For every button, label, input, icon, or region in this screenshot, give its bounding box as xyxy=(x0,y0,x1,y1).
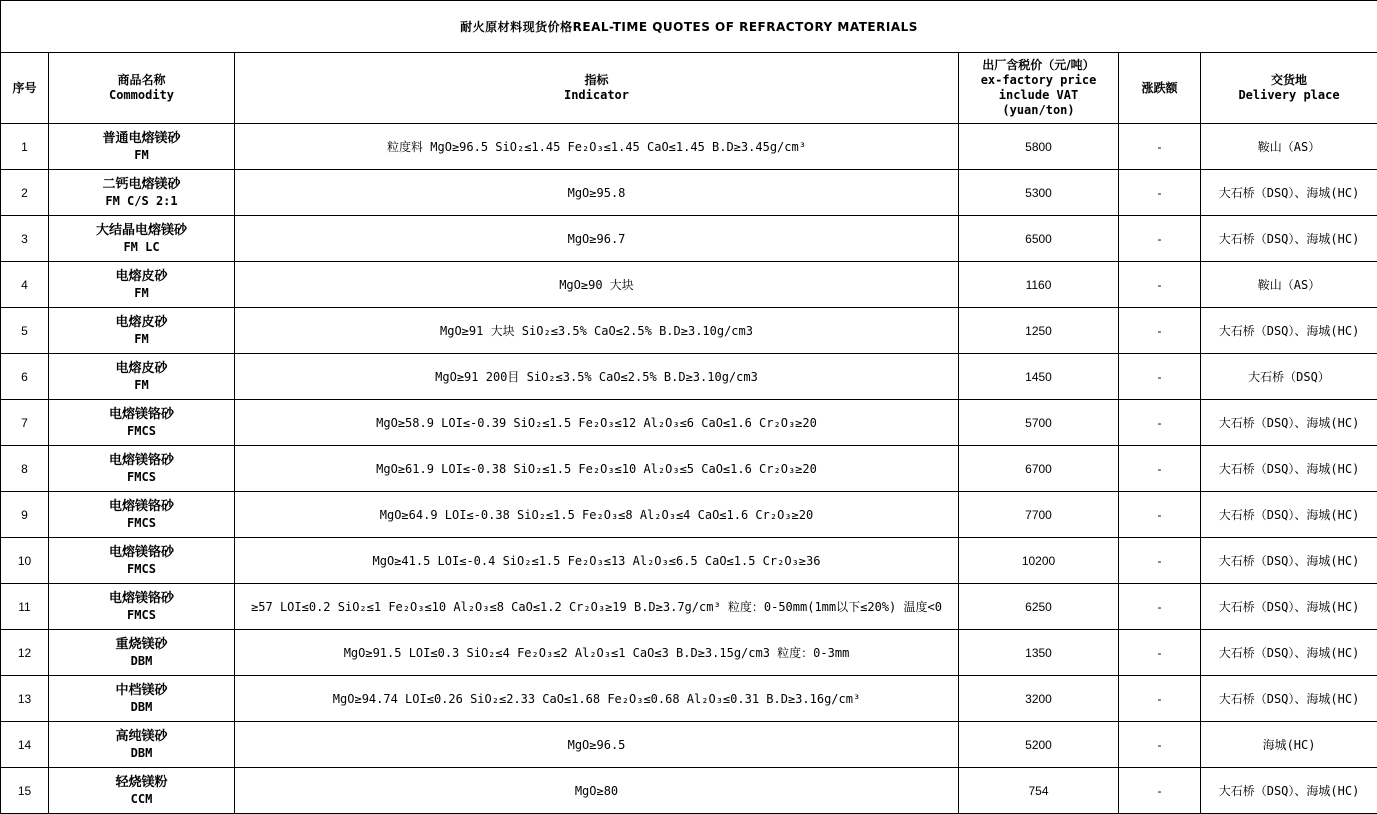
change-cell: - xyxy=(1119,170,1201,216)
indicator-cell: MgO≥91 200目 SiO₂≤3.5% CaO≤2.5% B.D≥3.10g/cm3 xyxy=(235,354,959,400)
commodity-name-en: DBM xyxy=(49,653,234,669)
commodity-name-zh: 电熔皮砂 xyxy=(49,361,234,377)
table-row xyxy=(1,722,1377,768)
delivery-place-cell: 大石桥（DSQ） xyxy=(1201,354,1377,400)
commodity-name-en: FMCS xyxy=(49,469,234,485)
row-number: 5 xyxy=(1,308,49,354)
table-row xyxy=(1,216,1377,262)
commodity-name-en: FM LC xyxy=(49,239,234,255)
table-row xyxy=(1,538,1377,584)
delivery-place-cell: 大石桥（DSQ）、海城(HC) xyxy=(1201,538,1377,584)
commodity-name-zh: 大结晶电熔镁砂 xyxy=(49,223,234,239)
commodity-name-zh: 电熔皮砂 xyxy=(49,269,234,285)
commodity-cell xyxy=(49,262,235,308)
price-cell: 5800 xyxy=(959,124,1119,170)
indicator-cell: MgO≥80 xyxy=(235,768,959,814)
header-change: 涨跌额 xyxy=(1119,53,1201,124)
row-number: 2 xyxy=(1,170,49,216)
commodity-name-zh: 高纯镁砂 xyxy=(49,729,234,745)
indicator-cell: MgO≥94.74 LOI≤0.26 SiO₂≤2.33 CaO≤1.68 Fe₂O₃≤0.68 Al₂O₃≤0.31 B.D≥3.16g/cm³ xyxy=(235,676,959,722)
price-cell: 10200 xyxy=(959,538,1119,584)
price-cell: 3200 xyxy=(959,676,1119,722)
delivery-place-cell: 鞍山（AS） xyxy=(1201,124,1377,170)
commodity-name-zh: 电熔镁铬砂 xyxy=(49,499,234,515)
indicator-cell: MgO≥64.9 LOI≤-0.38 SiO₂≤1.5 Fe₂O₃≤8 Al₂O₃≤4 CaO≤1.6 Cr₂O₃≥20 xyxy=(235,492,959,538)
table-row xyxy=(1,124,1377,170)
price-cell: 6250 xyxy=(959,584,1119,630)
commodity-name-zh: 普通电熔镁砂 xyxy=(49,131,234,147)
change-cell: - xyxy=(1119,676,1201,722)
delivery-place-cell: 海城(HC) xyxy=(1201,722,1377,768)
price-cell: 754 xyxy=(959,768,1119,814)
change-cell: - xyxy=(1119,400,1201,446)
row-number: 9 xyxy=(1,492,49,538)
delivery-place-cell: 大石桥（DSQ）、海城(HC) xyxy=(1201,400,1377,446)
indicator-cell: MgO≥91 大块 SiO₂≤3.5% CaO≤2.5% B.D≥3.10g/cm3 xyxy=(235,308,959,354)
price-cell: 1350 xyxy=(959,630,1119,676)
commodity-name-en: DBM xyxy=(49,699,234,715)
commodity-name-en: DBM xyxy=(49,745,234,761)
commodity-name-zh: 电熔镁铬砂 xyxy=(49,453,234,469)
table-row xyxy=(1,584,1377,630)
commodity-name-zh: 电熔皮砂 xyxy=(49,315,234,331)
price-cell: 6700 xyxy=(959,446,1119,492)
header-price: 出厂含税价（元/吨） ex-factory price include VAT (yuan/ton) xyxy=(959,53,1119,124)
price-cell: 5700 xyxy=(959,400,1119,446)
commodity-cell xyxy=(49,354,235,400)
delivery-place-cell: 大石桥（DSQ）、海城(HC) xyxy=(1201,630,1377,676)
change-cell: - xyxy=(1119,308,1201,354)
commodity-name-zh: 电熔镁铬砂 xyxy=(49,591,234,607)
table-row xyxy=(1,262,1377,308)
indicator-cell: MgO≥96.7 xyxy=(235,216,959,262)
price-cell: 7700 xyxy=(959,492,1119,538)
commodity-name-en: FMCS xyxy=(49,561,234,577)
delivery-place-cell: 大石桥（DSQ）、海城(HC) xyxy=(1201,216,1377,262)
commodity-cell xyxy=(49,216,235,262)
commodity-name-zh: 重烧镁砂 xyxy=(49,637,234,653)
table-row xyxy=(1,170,1377,216)
change-cell: - xyxy=(1119,262,1201,308)
row-number: 15 xyxy=(1,768,49,814)
indicator-cell: MgO≥41.5 LOI≤-0.4 SiO₂≤1.5 Fe₂O₃≤13 Al₂O₃≤6.5 CaO≤1.5 Cr₂O₃≥36 xyxy=(235,538,959,584)
commodity-name-en: FM C/S 2:1 xyxy=(49,193,234,209)
commodity-name-zh: 电熔镁铬砂 xyxy=(49,407,234,423)
commodity-name-en: FMCS xyxy=(49,423,234,439)
row-number: 13 xyxy=(1,676,49,722)
commodity-name-zh: 二钙电熔镁砂 xyxy=(49,177,234,193)
table-row xyxy=(1,308,1377,354)
commodity-name-en: FM xyxy=(49,377,234,393)
price-cell: 1160 xyxy=(959,262,1119,308)
header-no: 序号 xyxy=(1,53,49,124)
table-row xyxy=(1,492,1377,538)
table-row xyxy=(1,400,1377,446)
row-number: 3 xyxy=(1,216,49,262)
table-title: 耐火原材料现货价格REAL-TIME QUOTES OF REFRACTORY MATERIALS xyxy=(1,1,1377,53)
row-number: 14 xyxy=(1,722,49,768)
commodity-name-en: FM xyxy=(49,331,234,347)
change-cell: - xyxy=(1119,354,1201,400)
indicator-cell: MgO≥58.9 LOI≤-0.39 SiO₂≤1.5 Fe₂O₃≤12 Al₂O₃≤6 CaO≤1.6 Cr₂O₃≥20 xyxy=(235,400,959,446)
header-commodity: 商品名称 Commodity xyxy=(49,53,235,124)
row-number: 10 xyxy=(1,538,49,584)
indicator-cell: MgO≥61.9 LOI≤-0.38 SiO₂≤1.5 Fe₂O₃≤10 Al₂O₃≤5 CaO≤1.6 Cr₂O₃≥20 xyxy=(235,446,959,492)
commodity-name-en: FMCS xyxy=(49,515,234,531)
delivery-place-cell: 大石桥（DSQ）、海城(HC) xyxy=(1201,768,1377,814)
indicator-cell: MgO≥95.8 xyxy=(235,170,959,216)
change-cell: - xyxy=(1119,124,1201,170)
change-cell: - xyxy=(1119,584,1201,630)
commodity-cell xyxy=(49,584,235,630)
table-row xyxy=(1,354,1377,400)
commodity-name-zh: 轻烧镁粉 xyxy=(49,775,234,791)
commodity-cell xyxy=(49,446,235,492)
change-cell: - xyxy=(1119,216,1201,262)
delivery-place-cell: 鞍山（AS） xyxy=(1201,262,1377,308)
commodity-cell xyxy=(49,768,235,814)
indicator-cell: 粒度料 MgO≥96.5 SiO₂≤1.45 Fe₂O₃≤1.45 CaO≤1.45 B.D≥3.45g/cm³ xyxy=(235,124,959,170)
change-cell: - xyxy=(1119,492,1201,538)
indicator-cell: MgO≥96.5 xyxy=(235,722,959,768)
change-cell: - xyxy=(1119,630,1201,676)
commodity-cell xyxy=(49,676,235,722)
table-row xyxy=(1,676,1377,722)
header-indicator: 指标 Indicator xyxy=(235,53,959,124)
row-number: 4 xyxy=(1,262,49,308)
price-cell: 6500 xyxy=(959,216,1119,262)
commodity-name-en: FMCS xyxy=(49,607,234,623)
row-number: 8 xyxy=(1,446,49,492)
change-cell: - xyxy=(1119,538,1201,584)
commodity-cell xyxy=(49,170,235,216)
row-number: 7 xyxy=(1,400,49,446)
commodity-cell xyxy=(49,124,235,170)
commodity-name-zh: 电熔镁铬砂 xyxy=(49,545,234,561)
commodity-cell xyxy=(49,308,235,354)
header-row xyxy=(1,53,1377,124)
row-number: 12 xyxy=(1,630,49,676)
commodity-cell xyxy=(49,492,235,538)
indicator-cell: MgO≥91.5 LOI≤0.3 SiO₂≤4 Fe₂O₃≤2 Al₂O₃≤1 CaO≤3 B.D≥3.15g/cm3 粒度：0-3mm xyxy=(235,630,959,676)
indicator-cell: ≥57 LOI≤0.2 SiO₂≤1 Fe₂O₃≤10 Al₂O₃≤8 CaO≤1.2 Cr₂O₃≥19 B.D≥3.7g/cm³ 粒度：0-50mm(1mm以下≤20%) 温度<0 xyxy=(235,584,959,630)
header-delivery-place: 交货地 Delivery place xyxy=(1201,53,1377,124)
commodity-name-zh: 中档镁砂 xyxy=(49,683,234,699)
change-cell: - xyxy=(1119,722,1201,768)
table-row xyxy=(1,446,1377,492)
delivery-place-cell: 大石桥（DSQ）、海城(HC) xyxy=(1201,308,1377,354)
commodity-cell xyxy=(49,400,235,446)
commodity-name-en: FM xyxy=(49,147,234,163)
table-row xyxy=(1,630,1377,676)
row-number: 1 xyxy=(1,124,49,170)
price-cell: 1250 xyxy=(959,308,1119,354)
commodity-cell xyxy=(49,722,235,768)
delivery-place-cell: 大石桥（DSQ）、海城(HC) xyxy=(1201,676,1377,722)
table-body xyxy=(1,124,1377,814)
price-cell: 1450 xyxy=(959,354,1119,400)
row-number: 11 xyxy=(1,584,49,630)
change-cell: - xyxy=(1119,768,1201,814)
delivery-place-cell: 大石桥（DSQ）、海城(HC) xyxy=(1201,446,1377,492)
commodity-name-en: FM xyxy=(49,285,234,301)
change-cell: - xyxy=(1119,446,1201,492)
delivery-place-cell: 大石桥（DSQ）、海城(HC) xyxy=(1201,584,1377,630)
delivery-place-cell: 大石桥（DSQ）、海城(HC) xyxy=(1201,492,1377,538)
price-cell: 5300 xyxy=(959,170,1119,216)
delivery-place-cell: 大石桥（DSQ）、海城(HC) xyxy=(1201,170,1377,216)
row-number: 6 xyxy=(1,354,49,400)
commodity-cell xyxy=(49,630,235,676)
indicator-cell: MgO≥90 大块 xyxy=(235,262,959,308)
commodity-cell xyxy=(49,538,235,584)
price-cell: 5200 xyxy=(959,722,1119,768)
commodity-name-en: CCM xyxy=(49,791,234,807)
table-row xyxy=(1,768,1377,814)
